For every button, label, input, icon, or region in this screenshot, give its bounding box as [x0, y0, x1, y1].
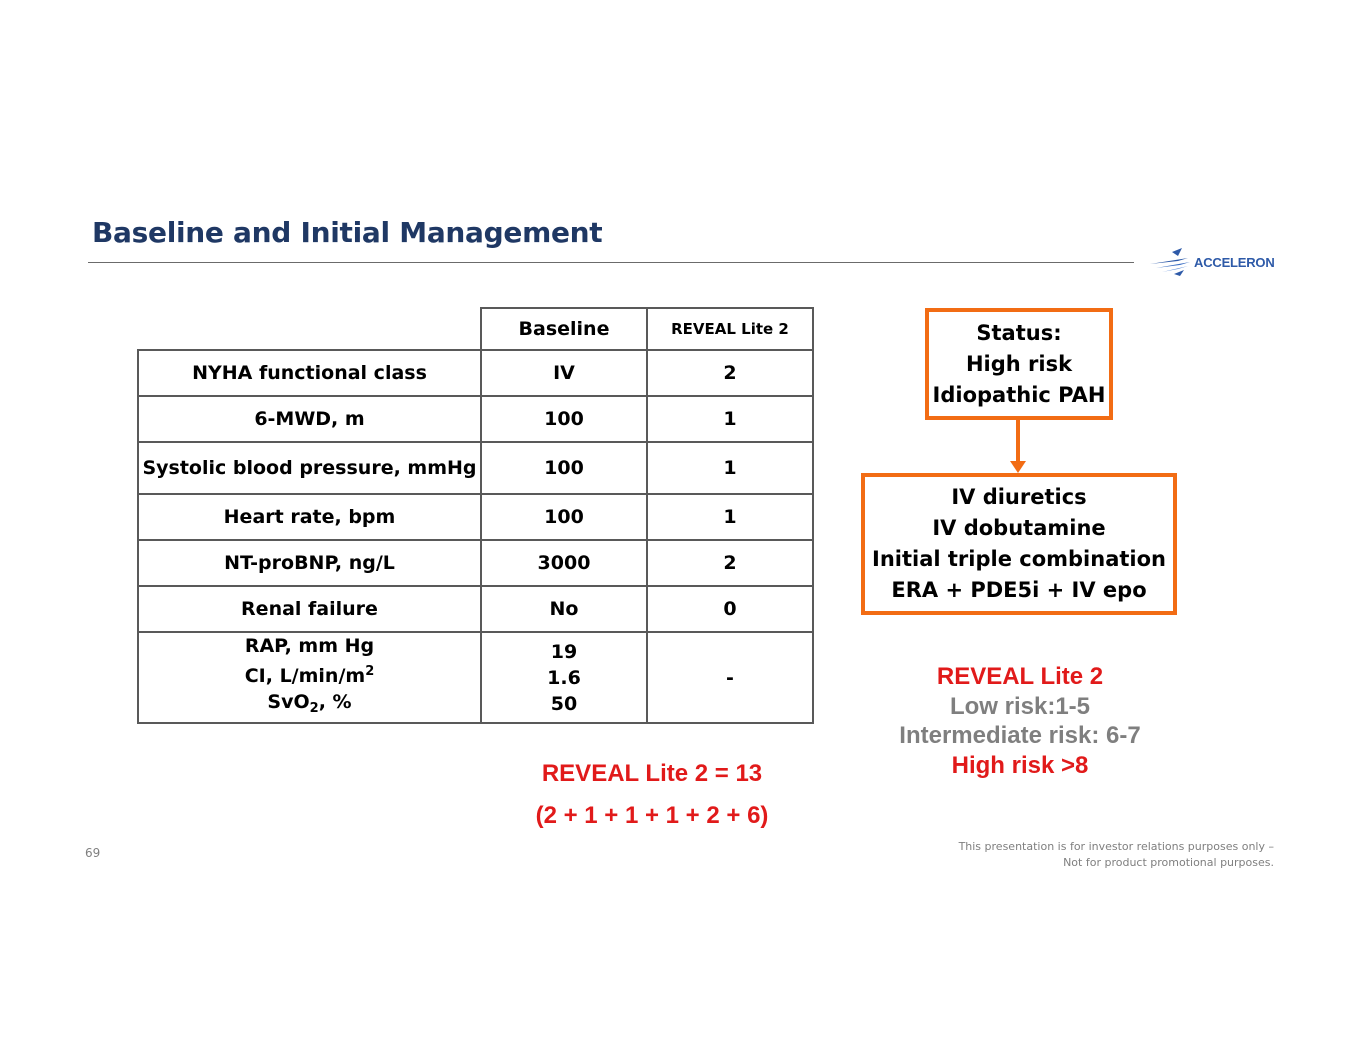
table-row: [138, 350, 813, 396]
ci-label: CI, L/min/m: [244, 665, 366, 687]
status-line-1: Status:: [976, 320, 1062, 345]
row-baseline: 100: [481, 396, 647, 442]
row-reveal: 0: [647, 586, 813, 632]
treatment-line-1: IV diuretics: [951, 485, 1087, 509]
row-baseline: 100: [481, 494, 647, 540]
risk-legend-intermediate: Intermediate risk: 6-7: [899, 722, 1141, 749]
table-row: [138, 396, 813, 442]
row-reveal: 1: [647, 494, 813, 540]
company-logo: [1148, 246, 1278, 278]
table-row: [138, 540, 813, 586]
page-number: 69: [85, 846, 101, 860]
status-box: [925, 308, 1113, 420]
svo2-prefix: SvO: [267, 691, 310, 713]
svo2-suffix: , %: [318, 691, 352, 713]
table-header-reveal: REVEAL Lite 2: [647, 308, 813, 350]
hemo-reveal: -: [647, 632, 813, 723]
flow-arrow-shaft: [1016, 416, 1020, 463]
row-reveal: 1: [647, 442, 813, 494]
ci-value: 1.6: [547, 666, 581, 689]
table-row-hemodynamics: [138, 632, 813, 723]
risk-legend: [870, 662, 1170, 780]
status-line-2: High risk: [965, 351, 1073, 376]
hemo-params-cell: [138, 632, 481, 723]
table-header-baseline: Baseline: [481, 308, 647, 350]
treatment-box: [861, 473, 1177, 615]
hemo-values-cell: [481, 632, 647, 723]
risk-legend-title: REVEAL Lite 2: [936, 663, 1104, 690]
risk-legend-low: Low risk:1-5: [949, 692, 1091, 720]
treatment-line-3: Initial triple combination: [872, 547, 1166, 571]
row-reveal: 1: [647, 396, 813, 442]
ci-superscript: 2: [365, 664, 375, 679]
table-row: [138, 586, 813, 632]
row-param: 6-MWD, m: [138, 396, 481, 442]
row-param: Heart rate, bpm: [138, 494, 481, 540]
rap-value: 19: [550, 640, 578, 663]
row-baseline: No: [481, 586, 647, 632]
svo2-subscript: 2: [309, 701, 319, 716]
rap-label: RAP, mm Hg: [244, 635, 375, 657]
row-param: Renal failure: [138, 586, 481, 632]
row-param: NT-proBNP, ng/L: [138, 540, 481, 586]
disclaimer-line-1: This presentation is for investor relations purposes only –: [958, 840, 1274, 853]
flow-arrow-head-icon: [1010, 461, 1026, 473]
score-total: REVEAL Lite 2 = 13: [541, 760, 763, 787]
slide-title: Baseline and Initial Management: [92, 216, 603, 249]
logo-text: ACCELERON: [1194, 254, 1275, 270]
row-param: NYHA functional class: [138, 350, 481, 396]
risk-legend-high: High risk >8: [951, 751, 1089, 779]
table-row: [138, 442, 813, 494]
disclaimer-line-2: Not for product promotional purposes.: [1063, 856, 1274, 869]
svo2-label-line: [139, 689, 480, 722]
ci-label-line: [139, 659, 480, 689]
row-baseline: 100: [481, 442, 647, 494]
table-header-row: [138, 308, 813, 350]
baseline-table: [137, 307, 814, 724]
disclaimer: [959, 839, 1274, 871]
table-header-blank: [138, 308, 481, 350]
score-sum: (2 + 1 + 1 + 1 + 2 + 6): [535, 802, 769, 829]
title-divider: [88, 262, 1134, 263]
acceleron-wing-logo-icon: [1148, 246, 1192, 278]
row-reveal: 2: [647, 350, 813, 396]
svo2-value: 50: [550, 692, 578, 715]
row-baseline: IV: [481, 350, 647, 396]
status-line-3: Idiopathic PAH: [932, 382, 1106, 407]
treatment-line-4: ERA + PDE5i + IV epo: [891, 578, 1147, 602]
treatment-line-2: IV dobutamine: [932, 516, 1106, 540]
row-param: Systolic blood pressure, mmHg: [138, 442, 481, 494]
row-baseline: 3000: [481, 540, 647, 586]
row-reveal: 2: [647, 540, 813, 586]
table-row: [138, 494, 813, 540]
